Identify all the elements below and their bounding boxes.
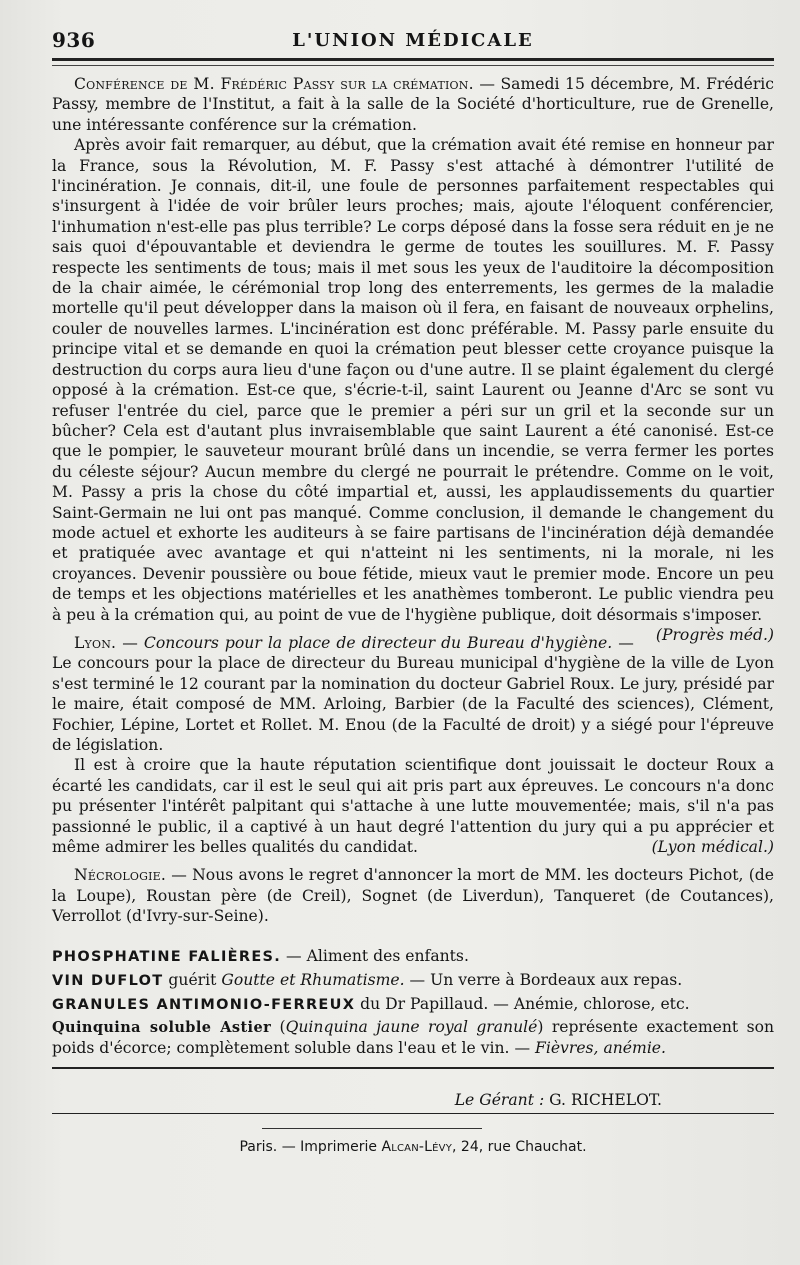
lyon-subject: Concours pour la place de directeur du Bureau d'hygiène.: [143, 633, 613, 652]
ad-text: — Un verre à Bordeaux aux repas.: [404, 970, 683, 989]
ad-text: du Dr Papillaud. — Anémie, chlorose, etc.: [355, 994, 690, 1013]
imprint-city: Paris.: [239, 1138, 278, 1155]
lyon-source: (Lyon médical.): [651, 838, 774, 857]
running-head: [52, 28, 774, 61]
gerant-rule: [52, 1113, 774, 1114]
ad-brand: Quinquina soluble Astier: [52, 1018, 272, 1036]
ad-brand: GRANULES ANTIMONIO-FERREUX: [52, 996, 356, 1013]
ad-text: — Aliment des enfants.: [281, 946, 469, 965]
ad-vin-duflot: [52, 969, 774, 993]
ad-phosphatine: [52, 945, 774, 969]
header-rule: [52, 65, 774, 66]
cremation-body: Après avoir fait remarquer, au début, que la crémation avait été remise en honneur par la France, sous la Révolution, M. F. Passy s'est attaché à démontrer l'utilité de l'incinération. Je connais, dit-il, une foule de personnes parfaitement respectables qui s'insurgent à l'idée de voir brûler leurs proches; mais, ajoute l'éloquent conférencier, l'inhumation n'est-elle pas plus terrible? Le corps déposé dans la fosse sera réduit en je ne sais quoi d'épouvantable et deviendra le germe de toutes les souillures. M. F. Passy respecte les sentiments de tous; mais il met sous les yeux de l'auditoire la décomposition de la chair aimée, le cérémonial trop long des enterrements, les germes de la maladie mortelle qu'il peut développer dans la maison où il fera, en faisant de nouveaux orphelins, couler de nouvelles larmes. L'incinération est donc préférable. M. Passy parle ensuite du principe vital et se demande en quoi la crémation peut blesser cette croyance puisque la destruction du corps aura lieu d'une façon ou d'une autre. Il se plaint également du clergé opposé à la crémation. Est-ce que, s'écrie-t-il, saint Laurent ou Jeanne d'Arc se sont vu refuser l'entrée du ciel, parce que le premier a péri sur un gril et la seconde sur un bûcher? Cela est d'autant plus invraisemblable que saint Laurent a été canonisé. Est-ce que le pompier, le sauveteur mourant brûlé dans un incendie, se verra fermer les portes du céleste séjour? Aucun membre du clergé ne pourrait le prétendre. Comme on le voit, M. Passy a pris la chose du côté impartial et, aussi, les applaudissements du quartier Saint-Germain ne lui ont pas manqué. Comme conclusion, il demande le changement du mode actuel et exhorte les auditeurs à se faire partisans de l'incinération déjà demandée et pratiquée avec avantage et qui n'atteint ni les sentiments, ni la morale, ni les croyances. Devenir poussière ou boue fétide, mieux vaut le premier mode. Encore un peu de temps et les objections matérielles et les anathèmes tomberont. Le public viendra peu à peu à la crémation qui, au point de vue de l'hygiène publique, doit désormais s'imposer.: [52, 136, 774, 624]
ad-italic: Fièvres, anémie.: [535, 1038, 666, 1057]
lyon-paragraph-2: [52, 755, 774, 857]
gerant-label: Le Gérant :: [454, 1090, 545, 1109]
cremation-source: (Progrès méd.): [655, 625, 774, 644]
imprint: [52, 1139, 774, 1155]
ad-granules: [52, 993, 774, 1017]
lyon-intro: — Le concours pour la place de directeur du Bureau municipal d'hygiène de la ville de Lyon s'est terminé le 12 courant par la nomination du docteur Gabriel Roux. Le jury, présidé par le maire, était composé de MM. Arloing, Barbier (de la Faculté des sciences), Clément, Fochier, Lépine, Lortet et Rollet. M. Enou (de la Faculté de droit) y a siégé pour l'épreuve de législation.: [52, 633, 774, 754]
imprint-address: , 24, rue Chauchat.: [452, 1138, 587, 1155]
necrologie-heading: Nécrologie.: [74, 866, 167, 885]
advertisements: [52, 945, 774, 1059]
cremation-heading: Conférence de M. Frédéric Passy sur la crémation.: [74, 75, 474, 93]
article-body: [52, 74, 774, 1155]
ad-italic: Quinquina jaune royal granulé: [285, 1017, 538, 1036]
cremation-paragraph-1: [52, 74, 774, 135]
ad-brand: PHOSPHATINE FALIÈRES.: [52, 948, 282, 965]
footer-rule: [52, 1067, 774, 1069]
ad-brand: VIN DUFLOT: [52, 972, 164, 989]
ad-italic: Goutte et Rhumatisme.: [221, 970, 405, 989]
imprint-rule: [262, 1128, 482, 1129]
imprint-text: — Imprimerie: [277, 1138, 382, 1155]
journal-title: L'UNION MÉDICALE: [292, 30, 534, 51]
ad-text: ) représente exactement son poids d'écorce; complètement soluble dans l'eau et le vin. —: [52, 1017, 775, 1057]
necrologie-paragraph: [52, 865, 774, 926]
lyon-body: Il est à croire que la haute réputation scientifique dont jouissait le docteur Roux a écarté les candidats, car il est le seul qui ait pris part aux épreuves. Le concours n'a donc pu présenter l'intérêt palpitant qui s'attache à une lutte mouvementée; mais, s'il n'a pas passionné le public, il a captivé à un haut degré l'attention du jury qui a pu apprécier et même admirer les belles qualités du candidat.: [52, 756, 774, 857]
ad-quinquina: [52, 1017, 774, 1059]
lyon-heading: Lyon.: [74, 633, 117, 652]
imprint-name: Alcan-Lévy: [381, 1138, 453, 1155]
necrologie-text: — Nous avons le regret d'annoncer la mort de MM. les docteurs Pichot, (de la Loupe), Roustan père (de Creil), Sognet (de Liverdun), Tanqueret (de Coutances), Verrollot (d'Ivry-sur-Seine).: [52, 866, 774, 926]
ad-text: (: [271, 1017, 286, 1036]
ad-text: guérit: [163, 970, 222, 989]
lyon-paragraph-1: Lyon. — Concours pour la place de directeur du Bureau d'hygiène. — Le concours pour la place de directeur du Bureau municipal d'hygiène de la ville de Lyon s'est terminé le 12 courant par la nomination du docteur Gabriel Roux. Le jury, présidé par le maire, était composé de MM. Arloing, Barbier (de la Faculté des sciences), Clément, Fochier, Lépine, Lortet et Rollet. M. Enou (de la Faculté de droit) y a siégé pour l'épreuve de législation.: [52, 633, 774, 754]
gerant-name: G. RICHELOT.: [544, 1090, 662, 1109]
page-number: 936: [52, 28, 96, 52]
gerant-line: [52, 1091, 774, 1109]
cremation-intro: — Samedi 15 décembre, M. Frédéric Passy, membre de l'Institut, a fait à la salle de la Société d'horticulture, rue de Grenelle, une intéressante conférence sur la crémation.: [52, 75, 774, 134]
